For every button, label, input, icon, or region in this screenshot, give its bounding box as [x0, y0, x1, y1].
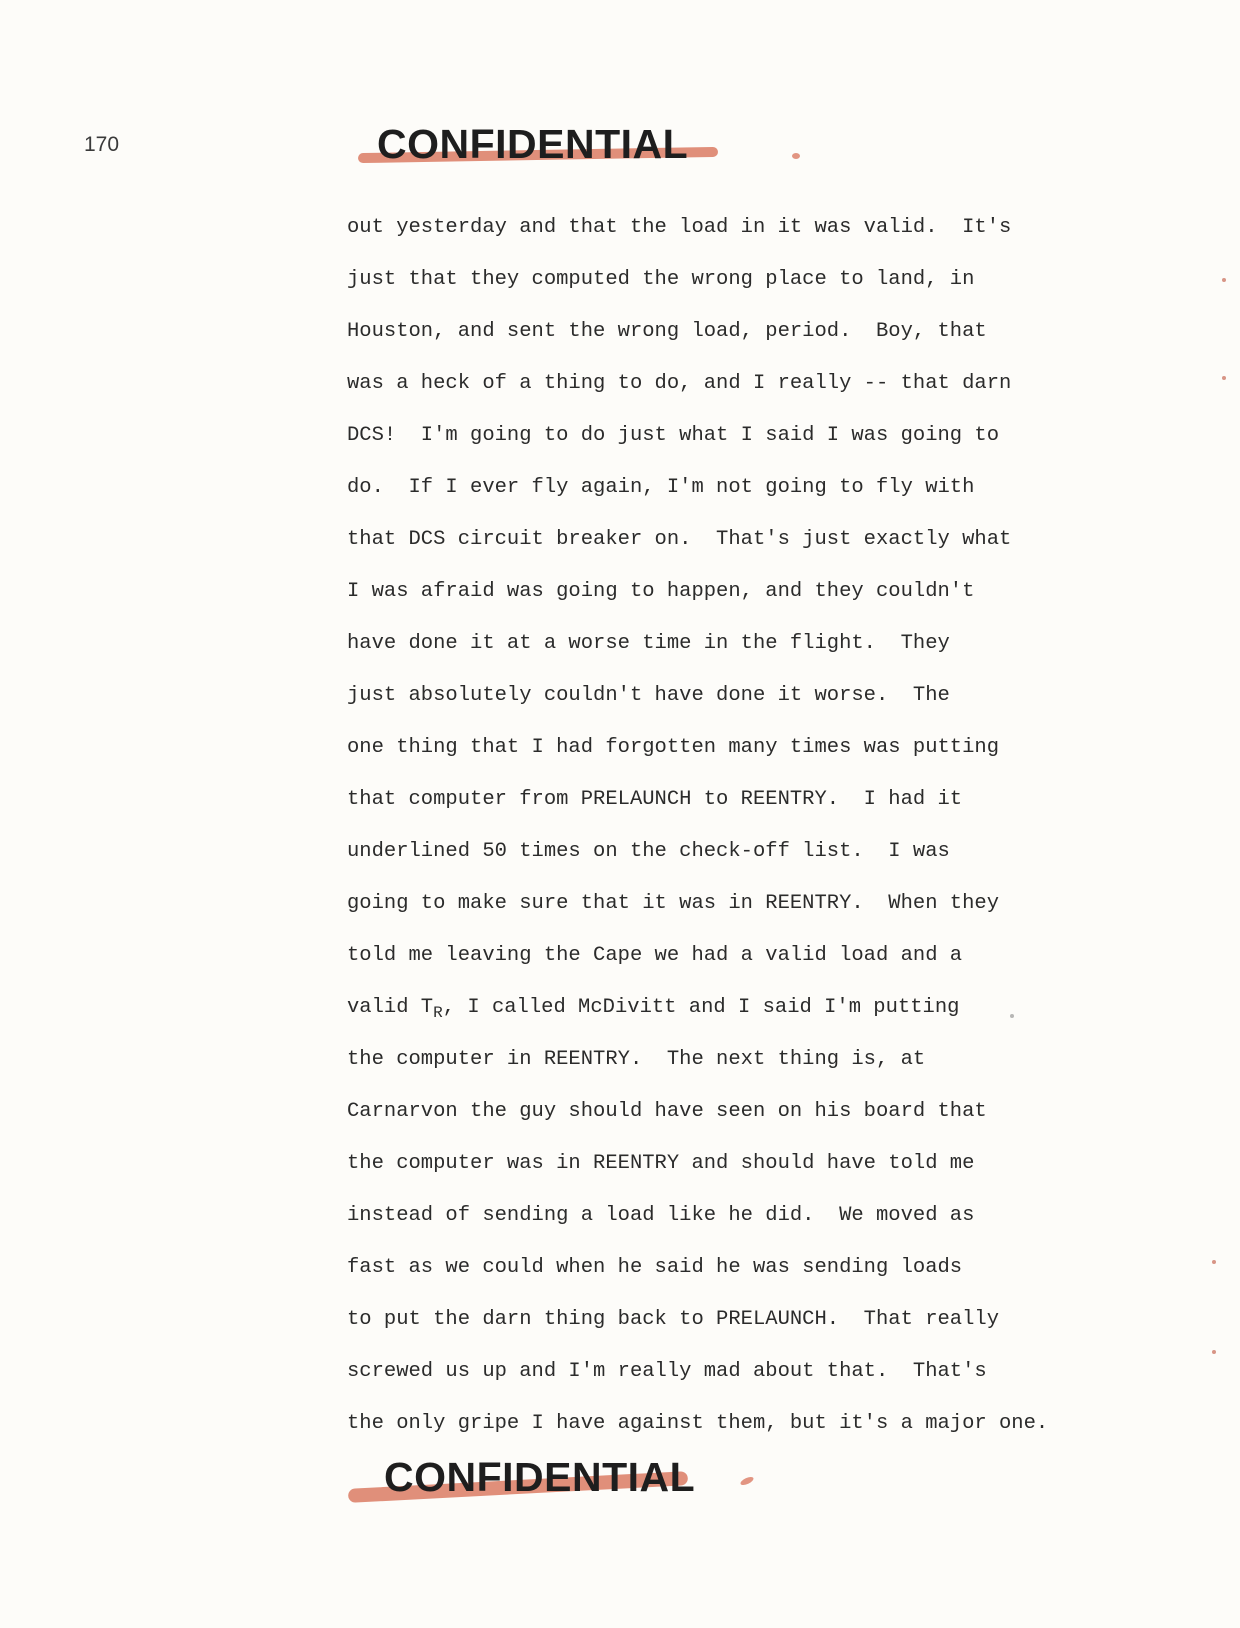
stamp-smear-mark — [739, 1475, 754, 1486]
text-line: the computer was in REENTRY and should have told me — [347, 1152, 975, 1175]
text-line: to put the darn thing back to PRELAUNCH. That really — [347, 1308, 1000, 1331]
text-line: one thing that I had forgotten many times was putting — [347, 736, 1000, 759]
subscript: R — [433, 1004, 443, 1023]
text-line: that computer from PRELAUNCH to REENTRY. I had it — [347, 788, 963, 811]
text-line: underlined 50 times on the check-off list. I was — [347, 840, 950, 863]
text-line: DCS! I'm going to do just what I said I was going to — [347, 424, 1000, 447]
paper-speck — [1212, 1260, 1216, 1264]
text-line: that DCS circuit breaker on. That's just exactly what — [347, 528, 1012, 551]
confidential-stamp-bottom: CONFIDENTIAL — [384, 1454, 696, 1500]
text-line: just absolutely couldn't have done it worse. The — [347, 684, 950, 707]
text-line: the only gripe I have against them, but it's a major one. — [347, 1412, 1049, 1435]
text-line: going to make sure that it was in REENTRY. When they — [347, 892, 1000, 915]
page-number: 170 — [84, 133, 120, 156]
text-line: screwed us up and I'm really mad about that. That's — [347, 1360, 987, 1383]
text-line: told me leaving the Cape we had a valid load and a — [347, 944, 963, 967]
paper-speck — [1222, 278, 1226, 282]
text-line: have done it at a worse time in the flight. They — [347, 632, 950, 655]
text-line: just that they computed the wrong place to land, in — [347, 268, 975, 291]
text-line: do. If I ever fly again, I'm not going to fly with — [347, 476, 975, 499]
text-line: out yesterday and that the load in it was valid. It's — [347, 216, 1012, 239]
text-line: instead of sending a load like he did. We moved as — [347, 1204, 975, 1227]
paper-speck — [1010, 1014, 1014, 1018]
paper-speck — [1222, 376, 1226, 380]
confidential-stamp-top: CONFIDENTIAL — [377, 121, 689, 167]
paper-speck — [1212, 1350, 1216, 1354]
text-segment: valid T — [347, 996, 434, 1019]
stamp-smear-mark — [792, 153, 800, 159]
typed-transcript — [347, 213, 1107, 1461]
text-line: was a heck of a thing to do, and I really -- that darn — [347, 372, 1012, 395]
text-segment: , I called McDivitt and I said I'm putting — [442, 996, 960, 1019]
text-line: fast as we could when he said he was sending loads — [347, 1256, 963, 1279]
text-line: the computer in REENTRY. The next thing is, at — [347, 1048, 926, 1071]
text-line: Carnarvon the guy should have seen on his board that — [347, 1100, 987, 1123]
text-line: I was afraid was going to happen, and they couldn't — [347, 580, 975, 603]
text-line-with-subscript — [347, 993, 1107, 1045]
text-line: Houston, and sent the wrong load, period. Boy, that — [347, 320, 987, 343]
